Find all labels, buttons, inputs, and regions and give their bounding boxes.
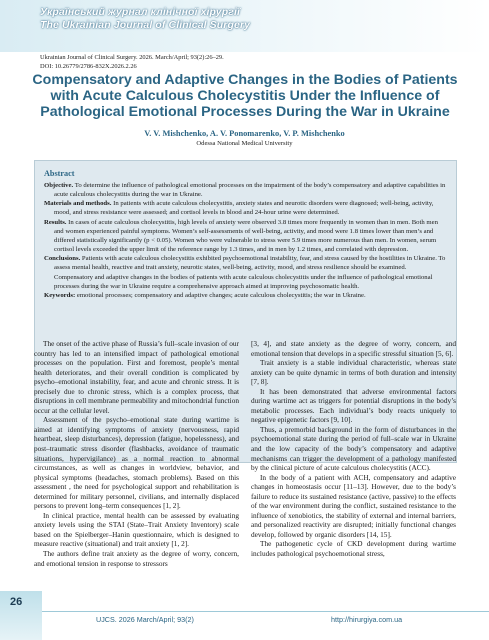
- abstract-keywords: [44, 291, 447, 300]
- abstract-text: To determine the influence of pathological emotional processes on the impairment of the body’s compensatory and adaptive capabilities in acute calculous cholecystitis during the war in Ukraine.: [54, 182, 446, 199]
- abstract-text: In patients with acute calculous cholecystitis, anxiety states and neurotic disorders were diagnosed; well-being, activity, mood, and stress resistance were assessed; and cortisol levels in blood and 24-hour urine were determined.: [54, 200, 434, 217]
- article-authors: V. V. Mishchenko, A. V. Ponomarenko, V. P. Mishchenko: [144, 129, 345, 138]
- footer-url-link[interactable]: http://hirurgiya.com.ua: [331, 615, 403, 624]
- body-paragraph: In the body of a patient with ACH, compensatory and adaptive changes in homeostasis occur [11–13]. However, due to the body’s failure to reduce its sustained resistance (active, passive) to the effects of the war environment during the conflict, sustained resistance to the influence of xenobiotics, the stability of external and internal barriers, and personalized reactivity are disrupted; initially functional changes develop, followed by organic disorders [14, 15].: [251, 472, 456, 539]
- abstract-text: In cases of acute calculous cholecystitis, high levels of anxiety were observed 3.8 times more frequently in women than in men. Both men and women experienced painful symptoms. Women’s self-assessments of well-being, activity, and mood were 1.8 times lower than men’s and differed statistically significantly (p < 0.05). Women who were vulnerable to stress were 5.9 times more numerous than men. In women, serum cortisol levels exceeded the upper limit of the reference range by 1.3 times, and in men by 1.2 times, and correlated with depression.: [54, 218, 438, 254]
- body-column-left: [34, 339, 239, 568]
- footer-divider: [42, 611, 489, 612]
- abstract-body: [44, 181, 447, 300]
- abstract-conclusions: [44, 254, 447, 291]
- body-column-right: [251, 339, 456, 559]
- journal-title-ukrainian: Український журнал клінічної хірургії: [40, 6, 240, 18]
- citation-block: [40, 54, 224, 71]
- body-paragraph: The pathogenetic cycle of CKD development during wartime includes pathological psychoemotional stress,: [251, 539, 456, 559]
- doi-line: DOI: 10.26779/2786-832X.2026.2.26: [40, 62, 137, 70]
- body-paragraph: The authors define trait anxiety as the degree of worry, concern, and emotional tension in response to stressors: [34, 549, 239, 568]
- abstract-label: Materials and methods.: [44, 200, 112, 208]
- body-paragraph: Assessment of the psycho–emotional state during wartime is aimed at identifying symptoms of anxiety (nervousness, rapid heartbeat, sleep disturbances), depression (fatigue, hopelessness), and post–traumatic stress disorder (flashbacks, avoidance of traumatic situations, hypervigilance) as a normal reaction to abnormal circumstances, as well as changes in worldview, behavior, and physical symptoms (headaches, stomach problems). Based on this assessment , the need for psychological support and rehabilitation is determined for military personnel, civilians, and internally displaced persons to prevent long–term consequences [1, 2].: [34, 415, 239, 511]
- page-number-box: [0, 591, 42, 640]
- abstract-label: Results.: [44, 218, 67, 226]
- page-footer: [0, 591, 489, 640]
- abstract-results: [44, 218, 447, 255]
- body-paragraph: Thus, a premorbid background in the form of disturbances in the psychoemotional state during the period of full–scale war in Ukraine and the low capacity of the body’s compensatory and adaptive mechanisms can trigger the development of a pathology manifested by the clinical picture of acute calculous cholecystitis (ACC).: [251, 424, 456, 473]
- abstract-text: emotional processes; compensatory and adaptive changes; acute calculous cholecystitis; the war in Ukraine.: [76, 291, 366, 299]
- footer-journal-issue: UJCS. 2026 March/April; 93(2): [96, 615, 194, 624]
- citation-line: Ukrainian Journal of Clinical Surgery. 2026. March/April; 93(2):26–29.: [40, 54, 224, 61]
- journal-header-band: [0, 0, 489, 52]
- body-paragraph: Trait anxiety is a stable individual characteristic, whereas state anxiety can be quite dynamic in terms of both duration and intensity [7, 8].: [251, 358, 456, 387]
- body-paragraph: [3, 4], and state anxiety as the degree of worry, concern, and emotional tension that develops in a specific stressful situation [5, 6].: [251, 339, 456, 358]
- body-paragraph: In clinical practice, mental health can be assessed by evaluating anxiety levels using the STAI (State–Trait Anxiety Inventory) scale based on the Spielberger–Hanin questionnaire, which is designed to measure reactive (situational) and trait anxiety [1, 2].: [34, 510, 239, 549]
- body-paragraph: It has been demonstrated that adverse environmental factors during wartime act as triggers for potential disruptions in the body’s metabolic processes. Each individual’s body reacts uniquely to negative epigenetic factors [9, 10].: [251, 386, 456, 425]
- abstract-label: Conclusions.: [44, 255, 81, 263]
- abstract-methods: [44, 199, 447, 217]
- abstract-heading: Abstract: [44, 169, 75, 178]
- article-title: Compensatory and Adaptive Changes in the Bodies of Patients with Acute Calculous Cholecystitis Under the Influence of Pathological Emotional Processes During the War in Ukraine: [32, 72, 458, 120]
- journal-title-english: The Ukrainian Journal of Clinical Surgery: [40, 19, 251, 31]
- article-affiliation: Odessa National Medical University: [196, 140, 293, 147]
- abstract-label: Keywords:: [44, 291, 76, 299]
- abstract-text: Patients with acute calculous cholecystitis exhibited psychoemotional instability, fear, and stress caused by the hostilities in Ukraine. To assess mental health, reactive and trait anxiety, neurotic states, well-being, activity, mood, and stress resilience should be examined. Compensatory and adaptive changes in the bodies of patients with acute calculous cholecystitis under the influence of pathological emotional processes during the war in Ukraine require a comprehensive approach aimed at improving psychosomatic health.: [54, 255, 446, 290]
- body-paragraph: The onset of the active phase of Russia’s full–scale invasion of our country has led to an intensified impact of pathological emotional processes on the population. First and foremost, people’s mental health deteriorates, and their overall condition is complicated by psycho–emotional instability, fear, and acute and chronic stress. It is precisely due to chronic stress, which is a complex process, that disruptions in cell membrane permeability and mitochondrial function occur at the cellular level.: [34, 339, 239, 415]
- abstract-label: Objective.: [44, 182, 74, 189]
- abstract-objective: [44, 181, 447, 199]
- page-number: 26: [10, 596, 23, 608]
